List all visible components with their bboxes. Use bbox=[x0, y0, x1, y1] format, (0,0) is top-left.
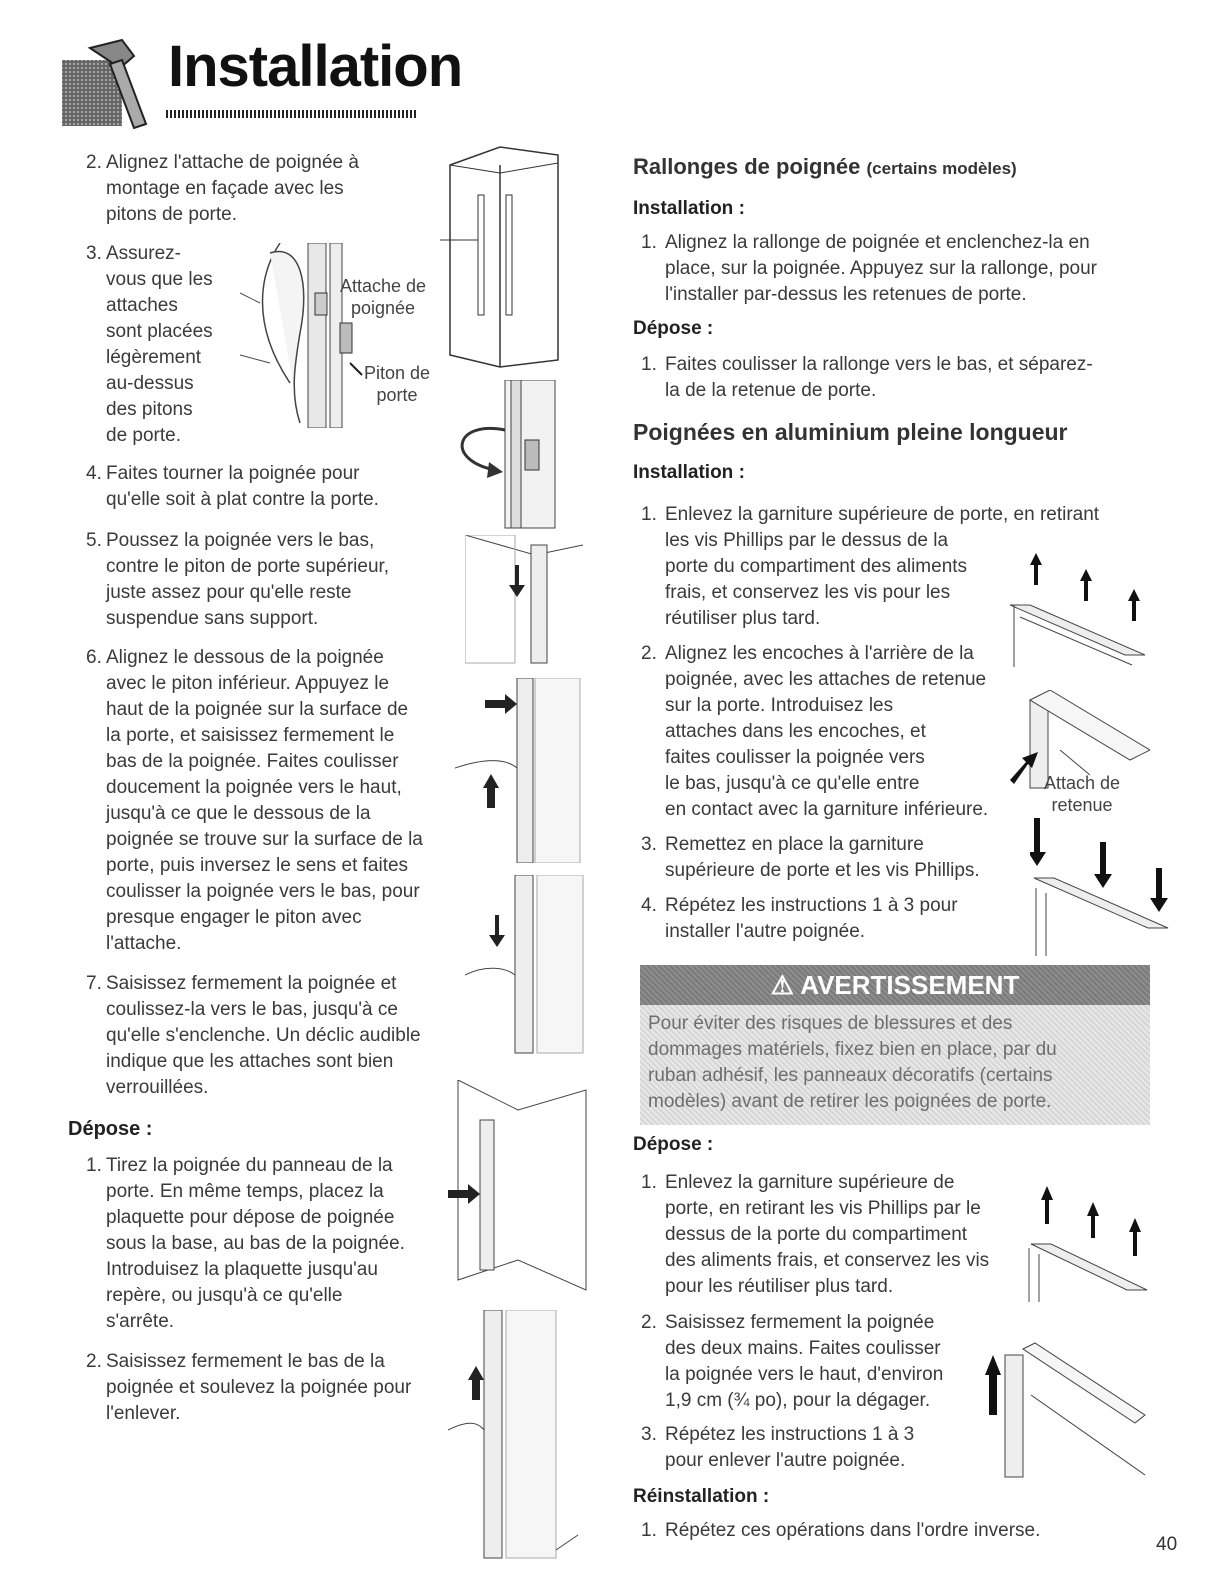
step-line: plaquette pour dépose de poignée bbox=[106, 1207, 395, 1228]
trim-remove-illustration bbox=[1010, 545, 1150, 670]
alu-install-heading: Installation : bbox=[633, 462, 745, 483]
step-line: Enlevez la garniture supérieure de porte, en retirant bbox=[665, 504, 1100, 525]
step-line: porte, puis inversez le sens et faites bbox=[106, 855, 409, 876]
step-number: 4. bbox=[641, 895, 657, 916]
step-number: 1. bbox=[641, 232, 657, 253]
step-line: bas de la poignée. Faites coulisser bbox=[106, 751, 399, 772]
trim-replace-illustration bbox=[1030, 818, 1170, 958]
alu-depose-heading: Dépose : bbox=[633, 1134, 714, 1155]
slide-up-illustration bbox=[455, 678, 585, 863]
step-line: Introduisez la plaquette jusqu'au bbox=[106, 1259, 378, 1280]
step-line: les vis Phillips par le dessus de la bbox=[665, 530, 949, 551]
step-line: Répétez les instructions 1 à 3 pour bbox=[665, 895, 958, 916]
page-title: Installation bbox=[168, 34, 463, 99]
depose-lift-illustration bbox=[985, 1335, 1150, 1480]
step-line: Tirez la poignée du panneau de la bbox=[106, 1155, 393, 1176]
step-line: en contact avec la garniture inférieure. bbox=[665, 799, 989, 820]
hammer-icon bbox=[60, 38, 152, 130]
step-line: Répétez ces opérations dans l'ordre inverse. bbox=[665, 1520, 1041, 1541]
warning-line: ruban adhésif, les panneaux décoratifs (certains bbox=[648, 1065, 1053, 1086]
step-line: coulisser la poignée vers le bas, pour bbox=[106, 881, 420, 902]
warning-line: modèles) avant de retirer les poignées de porte. bbox=[648, 1091, 1052, 1112]
step-line: Alignez la rallonge de poignée et enclenchez-la en bbox=[665, 232, 1090, 253]
step-line: avec le piton inférieur. Appuyez le bbox=[106, 673, 390, 694]
step-line: frais, et conservez les vis pour les bbox=[665, 582, 951, 603]
step-line: attaches dans les encoches, et bbox=[665, 721, 926, 742]
step-number: 1. bbox=[641, 1172, 657, 1193]
rallonges-title-note: (certains modèles) bbox=[866, 159, 1017, 178]
step-line: indique que les attaches sont bien bbox=[106, 1051, 394, 1072]
step-line: la de la retenue de porte. bbox=[665, 380, 877, 401]
rallonges-title: Rallonges de poignée bbox=[633, 154, 861, 179]
warning-body bbox=[640, 1005, 1150, 1125]
step-line: l'attache. bbox=[106, 933, 182, 954]
step-line: de porte. bbox=[106, 425, 181, 446]
step-number: 1. bbox=[641, 354, 657, 375]
step-line: des deux mains. Faites coulisser bbox=[665, 1338, 941, 1359]
alu-heading: Poignées en aluminium pleine longueur bbox=[633, 419, 1068, 445]
push-down-illustration bbox=[465, 535, 585, 665]
page-number: 40 bbox=[1156, 1534, 1178, 1555]
step-line: doucement la poignée vers le haut, bbox=[106, 777, 402, 798]
step-line: Assurez- bbox=[106, 243, 181, 264]
callout-line: Piton de bbox=[364, 363, 431, 383]
step-line: Alignez les encoches à l'arrière de la bbox=[665, 643, 974, 664]
warning-title: AVERTISSEMENT bbox=[800, 970, 1020, 1000]
step-line: juste assez pour qu'elle reste bbox=[106, 582, 352, 603]
step-line: presque engager le piton avec bbox=[106, 907, 362, 928]
step-line: faites coulisser la poignée vers bbox=[665, 747, 925, 768]
step-line: haut de la poignée sur la surface de bbox=[106, 699, 409, 720]
step-number: 2. bbox=[86, 152, 102, 173]
reinstall-heading: Réinstallation : bbox=[633, 1486, 770, 1507]
step-line: Saisissez fermement le bas de la bbox=[106, 1351, 385, 1372]
step-line: poignée, avec les attaches de retenue bbox=[665, 669, 987, 690]
step-line: vous que les bbox=[106, 269, 213, 290]
step-number: 7. bbox=[86, 973, 102, 994]
slide-down-illustration bbox=[465, 875, 585, 1055]
step-number: 2. bbox=[86, 1351, 102, 1372]
warning-line: dommages matériels, fixez bien en place, par du bbox=[648, 1039, 1057, 1060]
step-number: 3. bbox=[86, 243, 102, 264]
callout-line: retenue bbox=[1051, 795, 1113, 815]
step-line: sur la porte. Introduisez les bbox=[665, 695, 894, 716]
step-line: place, sur la poignée. Appuyez sur la rallonge, pour bbox=[665, 258, 1097, 279]
step-line: Poussez la poignée vers le bas, bbox=[106, 530, 375, 551]
step-line: Alignez l'attache de poignée à bbox=[106, 152, 359, 173]
step-line: la poignée vers le haut, d'environ bbox=[665, 1364, 944, 1385]
step-number: 2. bbox=[641, 643, 657, 664]
warning-header bbox=[640, 965, 1150, 1005]
rallonges-depose-heading: Dépose : bbox=[633, 318, 714, 339]
step-line: jusqu'à ce que le dessous de la bbox=[106, 803, 371, 824]
step-line: l'installer par-dessus les retenues de porte. bbox=[665, 284, 1027, 305]
rotate-handle-illustration bbox=[445, 380, 565, 530]
callout-line: porte bbox=[376, 385, 418, 405]
warning-line: Pour éviter des risques de blessures et des bbox=[648, 1013, 1013, 1034]
step-number: 3. bbox=[641, 834, 657, 855]
step-number: 6. bbox=[86, 647, 102, 668]
step-line: qu'elle soit à plat contre la porte. bbox=[106, 489, 379, 510]
step-line: pour les réutiliser plus tard. bbox=[665, 1276, 894, 1297]
step-line: la porte, et saisissez fermement le bbox=[106, 725, 395, 746]
rallonges-install-heading: Installation : bbox=[633, 198, 745, 219]
step-line: le bas, jusqu'à ce qu'elle entre bbox=[665, 773, 920, 794]
step-line: Remettez en place la garniture bbox=[665, 834, 924, 855]
depose-trim-illustration bbox=[1025, 1180, 1150, 1305]
step-line: coulissez-la vers le bas, jusqu'à ce bbox=[106, 999, 398, 1020]
step-number: 2. bbox=[641, 1312, 657, 1333]
title-underline bbox=[166, 110, 418, 118]
step-line: repère, ou jusqu'à ce qu'elle bbox=[106, 1285, 343, 1306]
step-number: 1. bbox=[641, 504, 657, 525]
step-line: s'arrête. bbox=[106, 1311, 175, 1332]
step-line: porte, en retirant les vis Phillips par le bbox=[665, 1198, 981, 1219]
step-number: 3. bbox=[641, 1424, 657, 1445]
step-line: Faites coulisser la rallonge vers le bas, et séparez- bbox=[665, 354, 1093, 375]
step-line: attaches bbox=[106, 295, 178, 316]
step-line: dessus de la porte du compartiment bbox=[665, 1224, 968, 1245]
warning-triangle-icon: ⚠ bbox=[770, 970, 801, 1000]
retenue-callout bbox=[1044, 772, 1120, 816]
step-number: 5. bbox=[86, 530, 102, 551]
step-line: poignée et soulevez la poignée pour bbox=[106, 1377, 412, 1398]
step-line: sont placées bbox=[106, 321, 213, 342]
warning-box bbox=[640, 965, 1150, 1125]
step-number: 4. bbox=[86, 463, 102, 484]
step-line: installer l'autre poignée. bbox=[665, 921, 866, 942]
step-line: supérieure de porte et les vis Phillips. bbox=[665, 860, 980, 881]
step-number: 1. bbox=[641, 1520, 657, 1541]
step-line: réutiliser plus tard. bbox=[665, 608, 821, 629]
step-line: sous la base, au bas de la poignée. bbox=[106, 1233, 405, 1254]
step-line: pitons de porte. bbox=[106, 204, 237, 225]
step-line: porte. En même temps, placez la bbox=[106, 1181, 384, 1202]
step-line: 1,9 cm (¾ po), pour la dégager. bbox=[665, 1390, 931, 1411]
step-line: Répétez les instructions 1 à 3 bbox=[665, 1424, 915, 1445]
step-line: des pitons bbox=[106, 399, 193, 420]
left-depose-heading: Dépose : bbox=[68, 1118, 153, 1140]
callout-line: Attach de bbox=[1044, 773, 1121, 793]
step-line: contre le piton de porte supérieur, bbox=[106, 556, 390, 577]
step-line: légèrement bbox=[106, 347, 202, 368]
fridge-illustration bbox=[440, 145, 560, 370]
step-line: porte du compartiment des aliments bbox=[665, 556, 968, 577]
step-line: Saisissez fermement la poignée et bbox=[106, 973, 397, 994]
step-line: Saisissez fermement la poignée bbox=[665, 1312, 935, 1333]
step-line: pour enlever l'autre poignée. bbox=[665, 1450, 906, 1471]
attache-callout bbox=[340, 275, 426, 319]
callout-line: Attache de bbox=[340, 276, 427, 296]
step-line: montage en façade avec les bbox=[106, 178, 344, 199]
step-line: poignée se trouve sur la surface de la bbox=[106, 829, 423, 850]
step-line: au-dessus bbox=[106, 373, 194, 394]
step-line: Enlevez la garniture supérieure de bbox=[665, 1172, 955, 1193]
rallonges-heading bbox=[633, 154, 1017, 180]
step-line: qu'elle s'enclenche. Un déclic audible bbox=[106, 1025, 421, 1046]
step-number: 1. bbox=[86, 1155, 102, 1176]
step-line: des aliments frais, et conservez les vis bbox=[665, 1250, 990, 1271]
lift-handle-illustration bbox=[448, 1310, 588, 1560]
step-line: verrouillées. bbox=[106, 1077, 209, 1098]
step-line: l'enlever. bbox=[106, 1403, 181, 1424]
piton-callout bbox=[364, 362, 430, 406]
step-line: Alignez le dessous de la poignée bbox=[106, 647, 384, 668]
pull-handle-illustration bbox=[448, 1080, 588, 1300]
callout-line: poignée bbox=[350, 298, 416, 318]
step-line: suspendue sans support. bbox=[106, 608, 319, 629]
step-line: Faites tourner la poignée pour bbox=[106, 463, 360, 484]
